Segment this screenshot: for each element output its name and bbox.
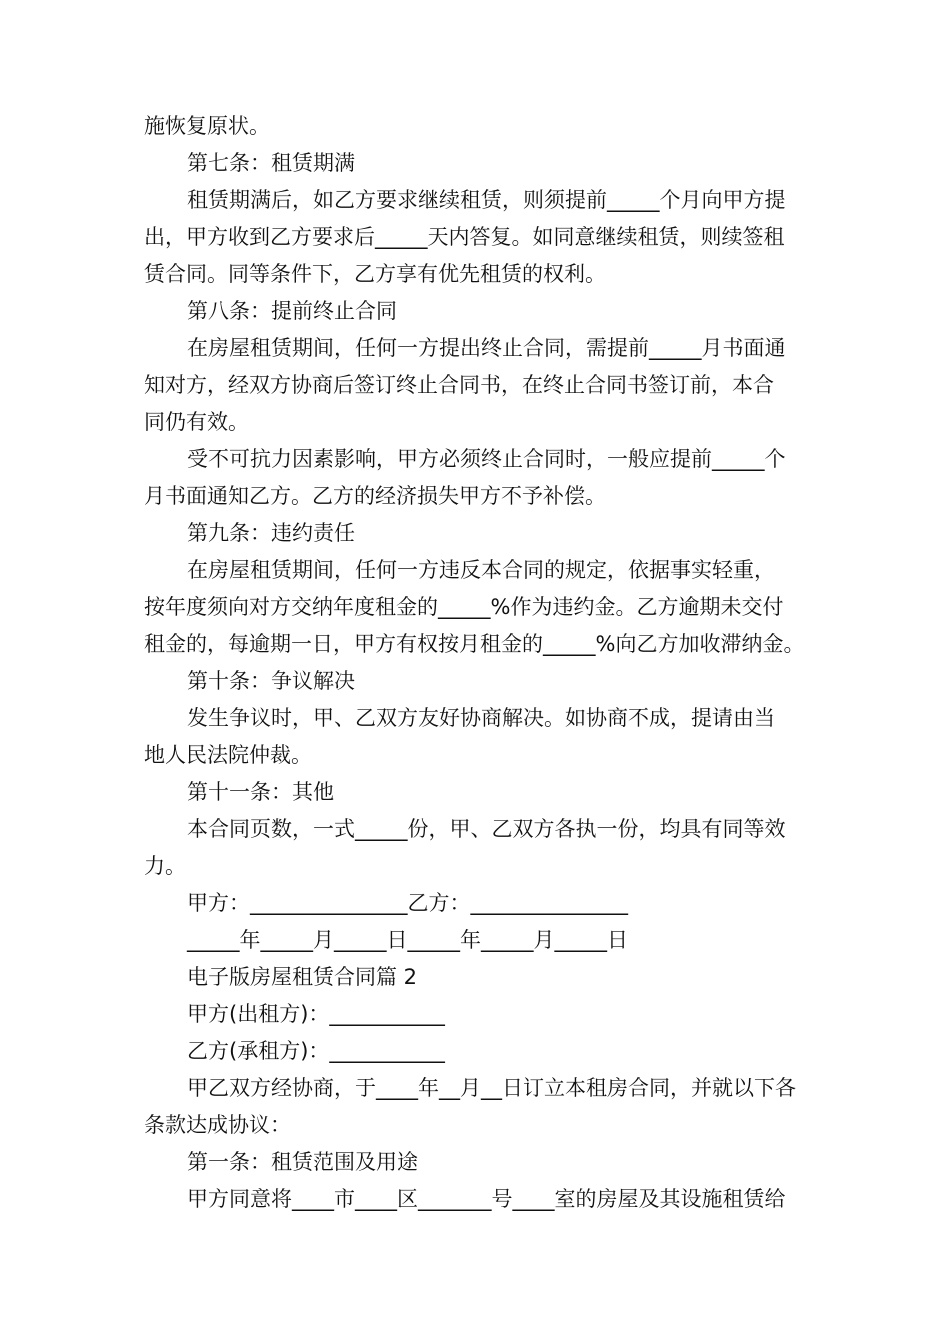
paragraph-line: 甲方同意将____市____区_______号____室的房屋及其设施租赁给 <box>187 1187 786 1211</box>
party-b-field: 乙方(承租方)：___________ <box>187 1039 445 1063</box>
paragraph-line: 地人民法院仲裁。 <box>144 743 312 767</box>
paragraph-line: 条款达成协议： <box>144 1113 291 1137</box>
article-heading: 第七条：租赁期满 <box>187 151 355 175</box>
section-title: 电子版房屋租赁合同篇 2 <box>187 965 418 989</box>
paragraph-line: 按年度须向对方交纳年度租金的_____%作为违约金。乙方逾期未交付 <box>144 595 784 619</box>
paragraph-line: 租赁期满后，如乙方要求继续租赁，则须提前_____个月向甲方提 <box>187 188 786 212</box>
article-heading: 第一条：租赁范围及用途 <box>187 1150 418 1174</box>
paragraph-line: 本合同页数，一式_____份，甲、乙双方各执一份，均具有同等效 <box>187 817 786 841</box>
paragraph-line: 施恢复原状。 <box>144 114 270 138</box>
article-heading: 第八条：提前终止合同 <box>187 299 397 323</box>
paragraph-line: 在房屋租赁期间，任何一方违反本合同的规定，依据事实轻重， <box>187 558 775 582</box>
paragraph-line: 受不可抗力因素影响，甲方必须终止合同时，一般应提前_____个 <box>187 447 786 471</box>
signature-line: 甲方：_______________乙方：_______________ <box>187 891 628 915</box>
paragraph-line: 力。 <box>144 854 186 878</box>
article-heading: 第九条：违约责任 <box>187 521 355 545</box>
paragraph-line: 同仍有效。 <box>144 410 249 434</box>
paragraph-line: 月书面通知乙方。乙方的经济损失甲方不予补偿。 <box>144 484 606 508</box>
paragraph-line: 发生争议时，甲、乙双方友好协商解决。如协商不成，提请由当 <box>187 706 775 730</box>
paragraph-line: 赁合同。同等条件下，乙方享有优先租赁的权利。 <box>144 262 606 286</box>
article-heading: 第十条：争议解决 <box>187 669 355 693</box>
date-line: _____年_____月_____日_____年_____月_____日 <box>187 928 628 952</box>
paragraph-line: 知对方，经双方协商后签订终止合同书，在终止合同书签订前，本合 <box>144 373 774 397</box>
paragraph-line: 甲乙双方经协商，于____年__月__日订立本租房合同，并就以下各 <box>187 1076 796 1100</box>
paragraph-line: 在房屋租赁期间，任何一方提出终止合同，需提前_____月书面通 <box>187 336 786 360</box>
party-a-field: 甲方(出租方)：___________ <box>187 1002 445 1026</box>
paragraph-line: 租金的，每逾期一日，甲方有权按月租金的_____%向乙方加收滞纳金。 <box>144 632 805 656</box>
article-heading: 第十一条：其他 <box>187 780 334 804</box>
paragraph-line: 出，甲方收到乙方要求后_____天内答复。如同意继续租赁，则续签租 <box>144 225 785 249</box>
